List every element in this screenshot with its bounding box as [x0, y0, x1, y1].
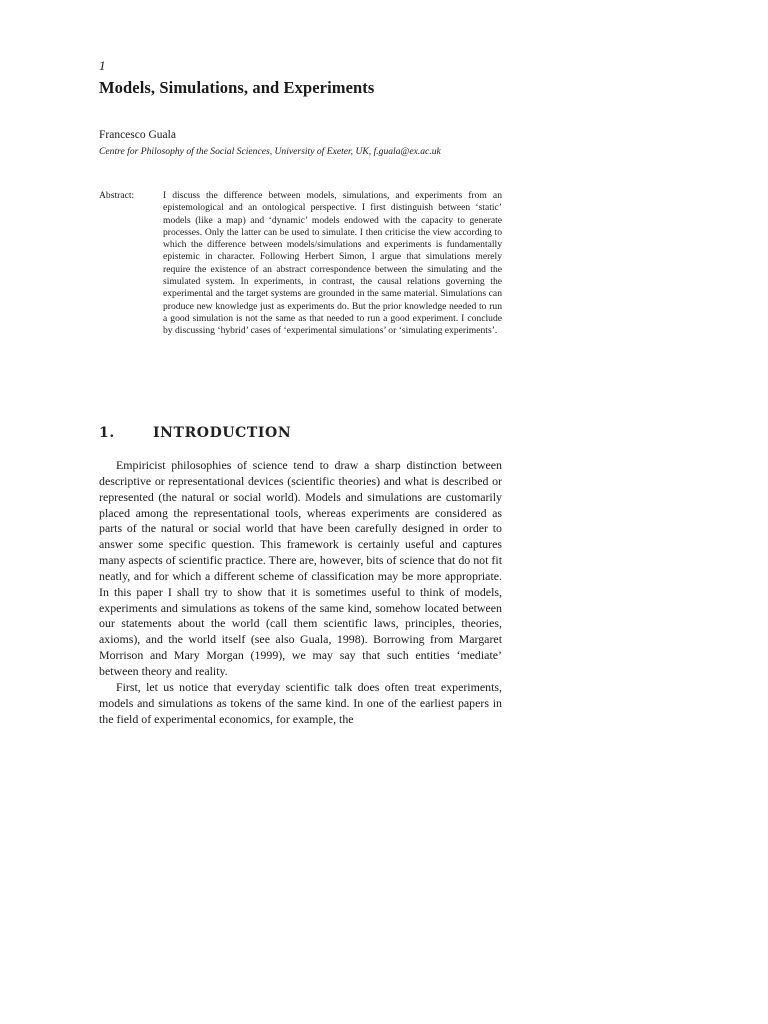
author-name: Francesco Guala — [99, 129, 176, 141]
paragraph: First, let us notice that everyday scientific talk does often treat experiments, models and simulations as tokens of the same kind. In one of the earliest papers in the field of experimental economics, for example, the — [99, 679, 502, 726]
section-title: INTRODUCTION — [153, 425, 292, 441]
abstract-label: Abstract: — [99, 190, 135, 201]
chapter-number: 1 — [99, 58, 106, 73]
section-heading — [99, 425, 502, 441]
section-number: 1. — [99, 425, 115, 441]
author-affiliation: Centre for Philosophy of the Social Sciences, University of Exeter, UK, f.guala@ex.ac.uk — [99, 146, 441, 157]
paragraph: Empiricist philosophies of science tend to draw a sharp distinction between descriptive or representational devices (scientific theories) and what is described or represented (the natural or social world). Models and simulations are customarily placed among the representational tools, whereas experiments are considered as parts of the natural or social world that have been carefully designed in order to answer some specific question. This framework is certainly useful and captures many aspects of scientific practice. There are, however, bits of science that do not fit neatly, and for which a different scheme of classification may be more appropriate. In this paper I shall try to show that it is sometimes useful to think of models, experiments and simulations as tokens of the same kind, somehow located between our statements about the world (call them scientific laws, principles, theories, axioms), and the world itself (see also Guala, 1998). Borrowing from Margaret Morrison and Mary Morgan (1999), we may say that such entities ‘mediate’ between theory and reality. — [99, 458, 502, 678]
body-text — [99, 458, 502, 727]
abstract-text: I discuss the difference between models, simulations, and experiments from an epistemological and an ontological perspective. I first distinguish between ‘static’ models (like a map) and ‘dynamic’ models endowed with the capacity to generate processes. Only the latter can be used to simulate. I then criticise the view according to which the difference between models/simulations and experiments is fundamentally epistemic in character. Following Herbert Simon, I argue that simulations merely require the existence of an abstract correspondence between the simulating and the simulated system. In experiments, in contrast, the causal relations governing the experimental and the target systems are grounded in the same material. Simulations can produce new knowledge just as experiments do. But the prior knowledge needed to run a good simulation is not the same as that needed to run a good experiment. I conclude by discussing ‘hybrid’ cases of ‘experimental simulations’ or ‘simulating experiments’. — [163, 190, 502, 337]
chapter-title: Models, Simulations, and Experiments — [99, 78, 375, 97]
